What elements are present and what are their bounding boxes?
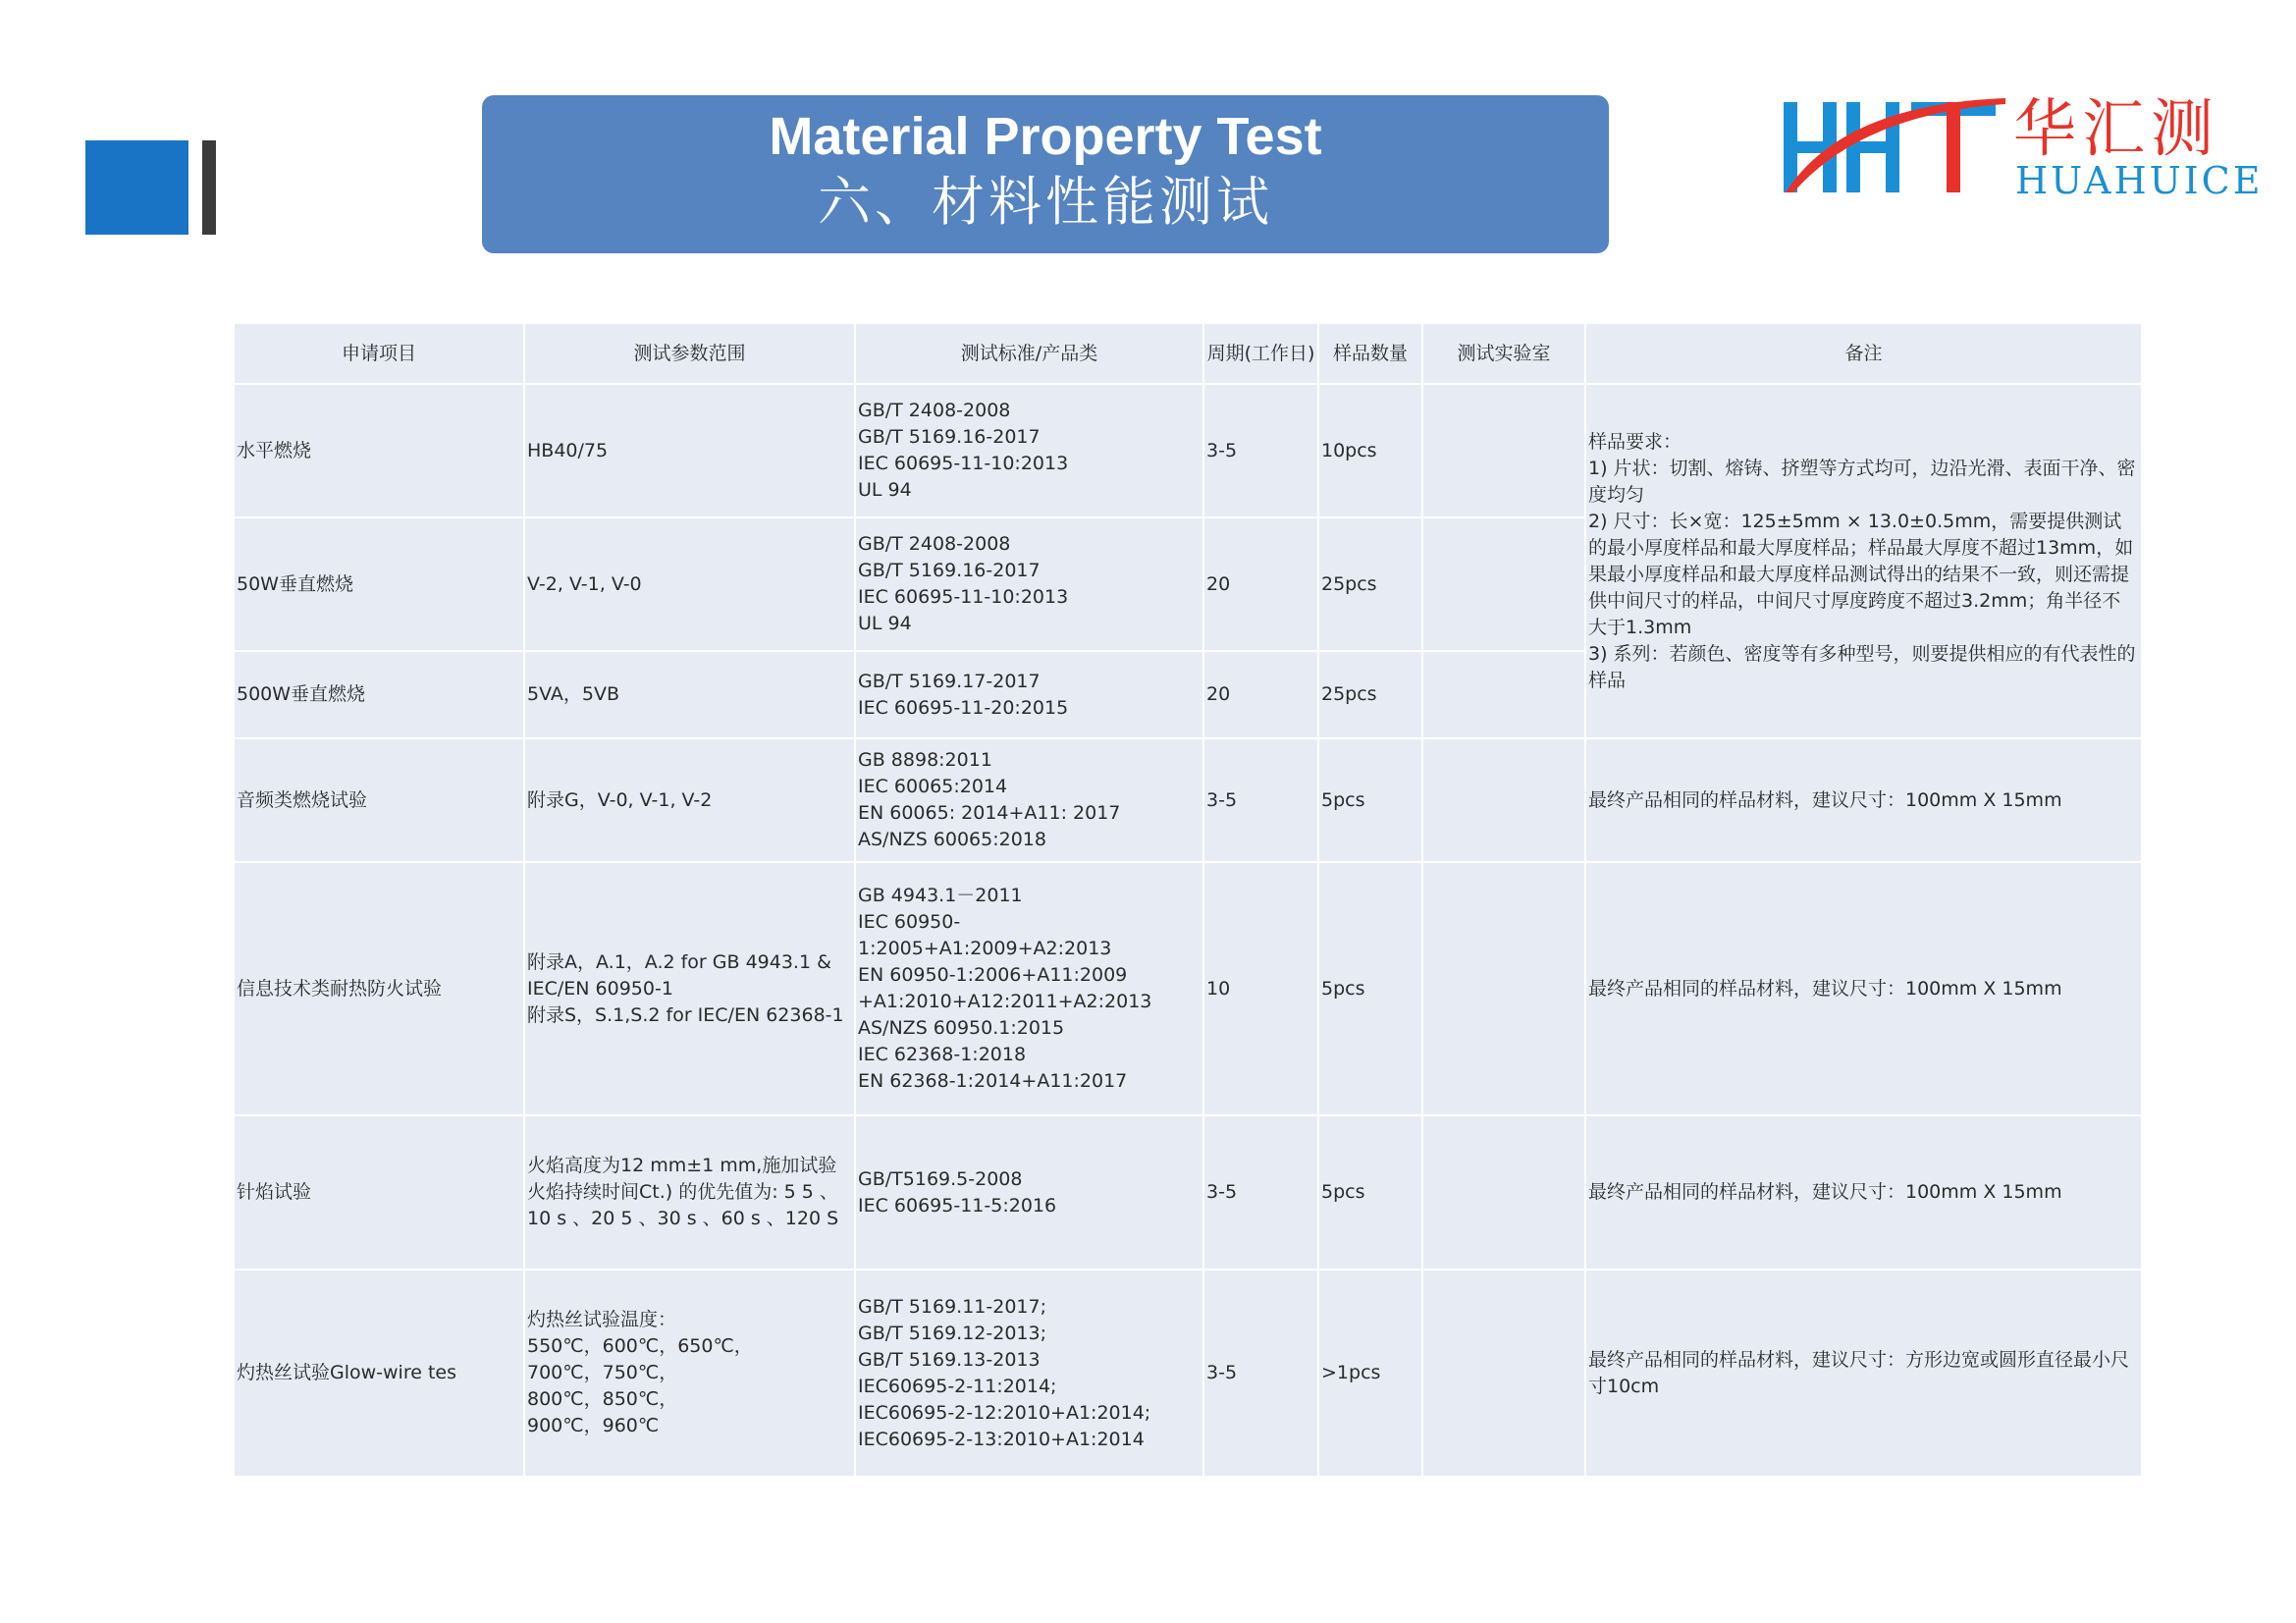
cell-qty: 5pcs [1318, 1115, 1422, 1270]
cell-standard: GB 4943.1－2011 IEC 60950-1:2005+A1:2009+A2:2013 EN 60950-1:2006+A11:2009 +A1:2010+A12:2011+A2:2013 AS/NZS 60950.1:2015 IEC 62368-1:2018 EN 62368-1:2014+A11:2017 [855, 862, 1203, 1115]
decor-blue-square [85, 140, 188, 235]
cell-period: 20 [1203, 651, 1318, 738]
cell-range: 灼热丝试验温度： 550℃，600℃，650℃， 700℃，750℃， 800℃，850℃， 900℃，960℃ [524, 1270, 855, 1477]
cell-item: 水平燃烧 [234, 384, 524, 517]
table-row [234, 1115, 2142, 1270]
page-title-en: Material Property Test [769, 107, 1322, 166]
cell-range: 火焰高度为12 mm±1 mm,施加试验火焰持续时间Ct.) 的优先值为: 5 5 、10 s 、20 5 、30 s 、60 s 、120 S [524, 1115, 855, 1270]
cell-standard: GB/T 2408-2008 GB/T 5169.16-2017 IEC 60695-11-10:2013 UL 94 [855, 517, 1203, 651]
header-period: 周期(工作日) [1203, 323, 1318, 384]
cell-note: 最终产品相同的样品材料，建议尺寸：100mm X 15mm [1585, 738, 2142, 862]
cell-qty: 5pcs [1318, 738, 1422, 862]
cell-range: HB40/75 [524, 384, 855, 517]
header-lab: 测试实验室 [1422, 323, 1585, 384]
header-qty: 样品数量 [1318, 323, 1422, 384]
header-range: 测试参数范围 [524, 323, 855, 384]
title-banner [482, 95, 1609, 253]
logo-text-cn: 华汇测 [2013, 93, 2219, 166]
cell-note: 最终产品相同的样品材料，建议尺寸：方形边宽或圆形直径最小尺寸10cm [1585, 1270, 2142, 1477]
cell-standard: GB/T 5169.11-2017; GB/T 5169.12-2013; GB/T 5169.13-2013 IEC60695-2-11:2014; IEC60695-2-12:2010+A1:2014; IEC60695-2-13:2010+A1:2014 [855, 1270, 1203, 1477]
cell-range: 5VA，5VB [524, 651, 855, 738]
cell-lab [1422, 517, 1585, 651]
table-row [234, 862, 2142, 1115]
cell-lab [1422, 384, 1585, 517]
cell-range: V-2, V-1, V-0 [524, 517, 855, 651]
cell-period: 3-5 [1203, 384, 1318, 517]
table-header-row [234, 323, 2142, 384]
table-row [234, 384, 2142, 517]
cell-standard: GB/T 5169.17-2017 IEC 60695-11-20:2015 [855, 651, 1203, 738]
cell-note: 最终产品相同的样品材料，建议尺寸：100mm X 15mm [1585, 1115, 2142, 1270]
cell-range: 附录A，A.1，A.2 for GB 4943.1 & IEC/EN 60950-1 附录S，S.1,S.2 for IEC/EN 62368-1 [524, 862, 855, 1115]
cell-standard: GB 8898:2011 IEC 60065:2014 EN 60065: 2014+A11: 2017 AS/NZS 60065:2018 [855, 738, 1203, 862]
cell-item: 500W垂直燃烧 [234, 651, 524, 738]
cell-standard: GB/T 2408-2008 GB/T 5169.16-2017 IEC 60695-11-10:2013 UL 94 [855, 384, 1203, 517]
cell-item: 音频类燃烧试验 [234, 738, 524, 862]
cell-qty: 5pcs [1318, 862, 1422, 1115]
company-logo [1784, 93, 2264, 202]
cell-item: 针焰试验 [234, 1115, 524, 1270]
cell-period: 3-5 [1203, 738, 1318, 862]
logo-text-en: HUAHUICE [2015, 159, 2264, 202]
cell-period: 3-5 [1203, 1115, 1318, 1270]
header-note: 备注 [1585, 323, 2142, 384]
page-title-cn: 六、材料性能测试 [818, 171, 1273, 233]
cell-note-sample-requirements: 样品要求： 1) 片状：切割、熔铸、挤塑等方式均可，边沿光滑、表面干净、密度均匀 2) 尺寸：长×宽：125±5mm × 13.0±0.5mm，需要提供测试的最小厚度样品和最大厚度样品；样品最大厚度不超过13mm，如果最小厚度样品和最大厚度样品测试得出的结果不一致，则还需提供中间尺寸的样品，中间尺寸厚度跨度不超过3.2mm；角半径不大于1.3mm 3) 系列：若颜色、密度等有多种型号，则要提供相应的有代表性的样品 [1585, 384, 2142, 738]
cell-item: 灼热丝试验Glow-wire tes [234, 1270, 524, 1477]
cell-qty: 25pcs [1318, 651, 1422, 738]
cell-qty: 10pcs [1318, 384, 1422, 517]
header-standard: 测试标准/产品类 [855, 323, 1203, 384]
cell-lab [1422, 1115, 1585, 1270]
cell-qty: 25pcs [1318, 517, 1422, 651]
decor-dark-bar [202, 140, 216, 235]
cell-standard: GB/T5169.5-2008 IEC 60695-11-5:2016 [855, 1115, 1203, 1270]
table-row [234, 1270, 2142, 1477]
cell-period: 3-5 [1203, 1270, 1318, 1477]
table-row [234, 738, 2142, 862]
cell-period: 10 [1203, 862, 1318, 1115]
cell-period: 20 [1203, 517, 1318, 651]
cell-lab [1422, 862, 1585, 1115]
cell-lab [1422, 1270, 1585, 1477]
header-item: 申请项目 [234, 323, 524, 384]
cell-lab [1422, 738, 1585, 862]
test-spec-table [233, 322, 2143, 1478]
cell-range: 附录G，V-0, V-1, V-2 [524, 738, 855, 862]
hht-logo-mark-icon [1784, 94, 2009, 202]
cell-qty: >1pcs [1318, 1270, 1422, 1477]
cell-item: 信息技术类耐热防火试验 [234, 862, 524, 1115]
cell-item: 50W垂直燃烧 [234, 517, 524, 651]
cell-note: 最终产品相同的样品材料，建议尺寸：100mm X 15mm [1585, 862, 2142, 1115]
cell-lab [1422, 651, 1585, 738]
